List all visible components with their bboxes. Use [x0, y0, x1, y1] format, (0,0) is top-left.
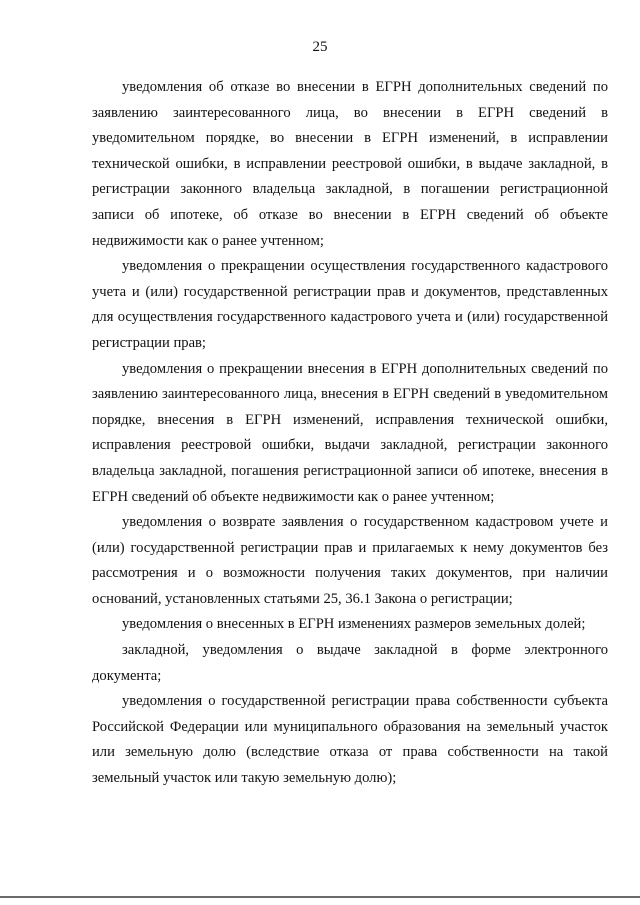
- paragraph-mortgage-document: закладной, уведомления о выдаче закладной в форме электронного документа;: [92, 642, 608, 684]
- paragraph-return-of-application-notices: уведомления о возврате заявления о государственном кадастровом учете и (или) государственной регистрации прав и прилагаемых к нему документов без рассмотрения и о возможности получения таких документов, при наличии оснований, установленных статьями 25, 36.1 Закона о регистрации;: [92, 514, 608, 607]
- document-body: [92, 75, 608, 792]
- scan-edge-line: [0, 896, 640, 898]
- page-number: 25: [312, 39, 328, 55]
- paragraph-termination-of-entry-notices: уведомления о прекращении внесения в ЕГРН дополнительных сведений по заявлению заинтересованного лица, внесения в ЕГРН сведений в уведомительном порядке, внесения в ЕГРН изменений, исправления технической ошибки, исправления реестровой ошибки, выдачи закладной, регистрации законного владельца закладной, погашения регистрационной записи об ипотеке, внесения в ЕГРН сведений об объекте недвижимости как о ранее учтенном;: [92, 360, 608, 505]
- paragraph-termination-notices: уведомления о прекращении осуществления государственного кадастрового учета и (или) государственной регистрации прав и документов, представленных для осуществления государственного кадастрового учета и (или) государственной регистрации прав;: [92, 258, 608, 351]
- paragraph-ownership-registration: уведомления о государственной регистрации права собственности субъекта Российской Федерации или муниципального образования на земельный участок или земельную долю (вследствие отказа от права собственности на такой земельный участок или такую земельную долю);: [92, 693, 608, 787]
- paragraph-refusal-notices: уведомления об отказе во внесении в ЕГРН дополнительных сведений по заявлению заинтересованного лица, во внесении в ЕГРН сведений в уведомительном порядке, во внесении в ЕГРН изменений, в исправлении технической ошибки, в исправлении реестровой ошибки, в выдаче закладной, в регистрации законного владельца закладной, в погашении регистрационной записи об ипотеке, об отказе во внесении в ЕГРН сведений об объекте недвижимости как о ранее учтенном;: [92, 79, 608, 249]
- paragraph-land-share-changes: уведомления о внесенных в ЕГРН изменениях размеров земельных долей;: [122, 616, 586, 633]
